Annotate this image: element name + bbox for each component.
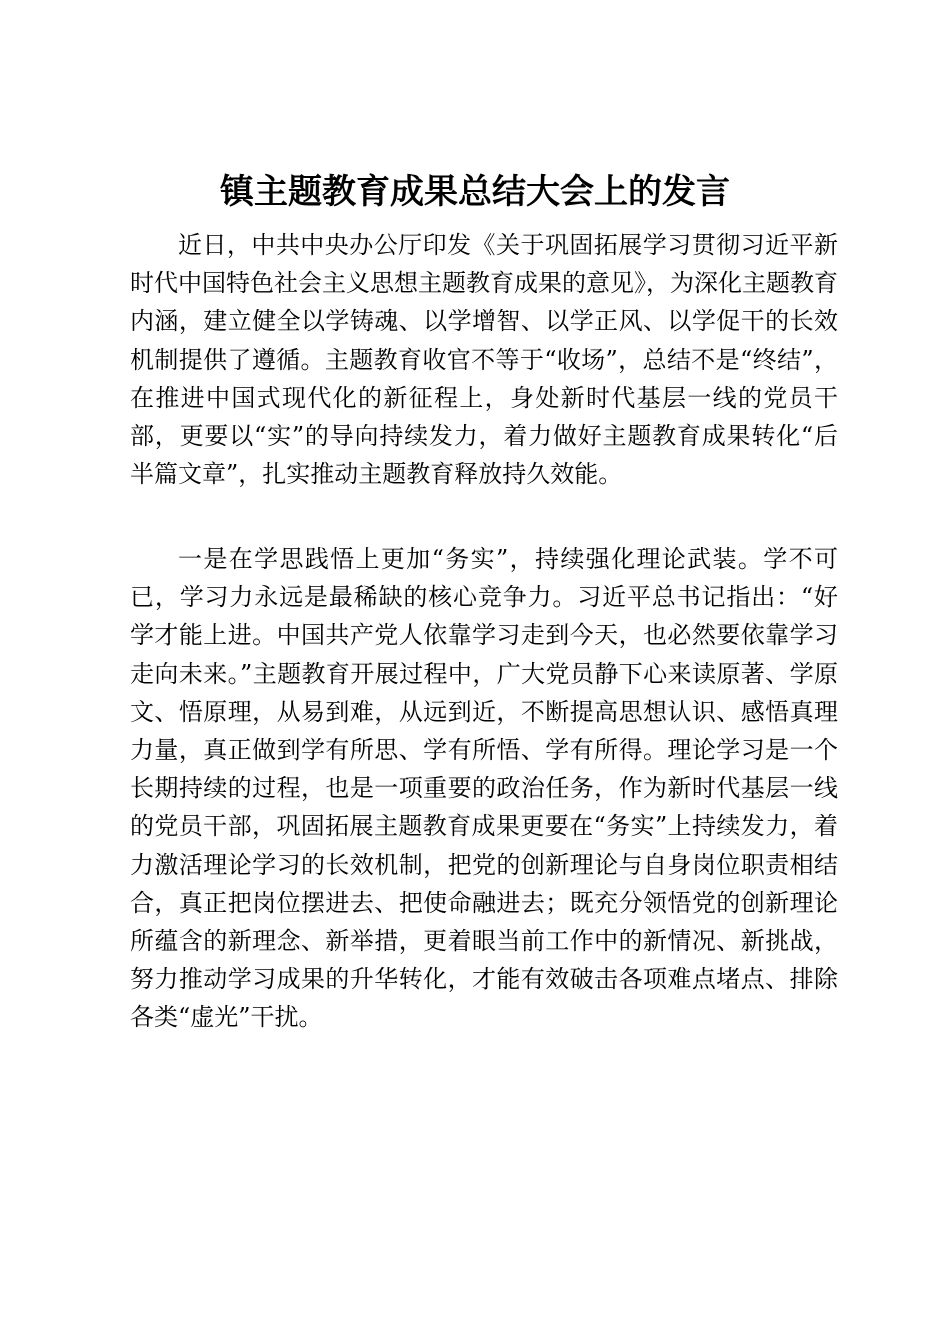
paragraph-intro: 近日，中共中央办公厅印发《关于巩固拓展学习贯彻习近平新时代中国特色社会主义思想主题教育成果的意见》，为深化主题教育内涵，建立健全以学铸魂、以学增智、以学正风、以学促干的长效机制提供了遵循。主题教育收官不等于“收场”，总结不是“终结”，在推进中国式现代化的新征程上，身处新时代基层一线的党员干部，更要以“实”的导向持续发力，着力做好主题教育成果转化“后半篇文章”，扎实推动主题教育释放持久效能。 [130, 231, 838, 489]
document-title: 镇主题教育成果总结大会上的发言 [220, 172, 730, 212]
paragraph-point-one: 一是在学思践悟上更加“务实”，持续强化理论武装。学不可已，学习力永远是最稀缺的核心竞争力。习近平总书记指出：“好学才能上进。中国共产党人依靠学习走到今天，也必然要依靠学习走向未来。”主题教育开展过程中，广大党员静下心来读原著、学原文、悟原理，从易到难，从远到近，不断提高思想认识、感悟真理力量，真正做到学有所思、学有所悟、学有所得。理论学习是一个长期持续的过程，也是一项重要的政治任务，作为新时代基层一线的党员干部，巩固拓展主题教育成果更要在“务实”上持续发力，着力激活理论学习的长效机制，把党的创新理论与自身岗位职责相结合，真正把岗位摆进去、把使命融进去；既充分领悟党的创新理论所蕴含的新理念、新举措，更着眼当前工作中的新情况、新挑战，努力推动学习成果的升华转化，才能有效破击各项难点堵点、排除各类“虚光”干扰。 [130, 545, 838, 1032]
